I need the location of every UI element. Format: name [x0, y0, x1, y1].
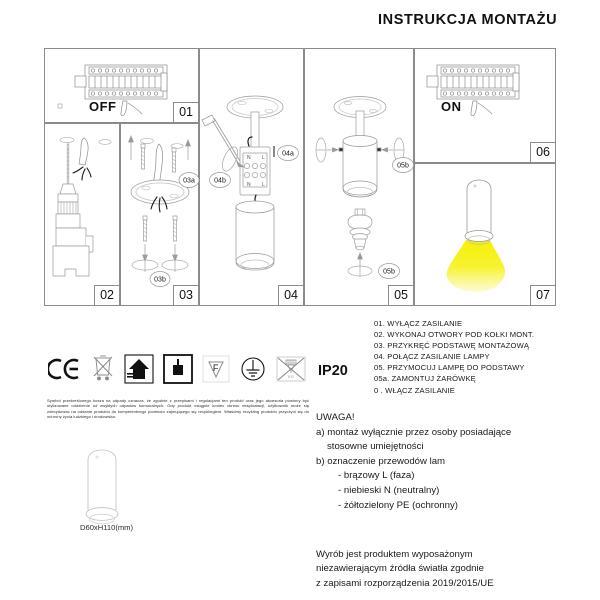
notice-heading: UWAGA! — [316, 412, 355, 423]
notice-line: - brązowy L (faza) — [338, 470, 415, 482]
step-line: 03. PRZYKRĘĆ PODSTAWĘ MONTAŻOWĄ — [374, 341, 530, 351]
terminal-mark-l: L — [262, 155, 265, 161]
weee-crossed-bin-icon — [91, 354, 115, 388]
step-05-illustration — [305, 49, 413, 305]
callout-05b-bottom: 05b — [383, 268, 395, 276]
power-on-label: ON — [441, 99, 462, 114]
page-title: INSTRUKCJA MONTAŻU — [378, 12, 558, 28]
notice-line: - niebieski N (neutralny) — [338, 484, 440, 496]
step-panel-06 — [414, 48, 556, 163]
svg-text:KG: KG — [288, 373, 294, 379]
step-panel-03 — [120, 123, 199, 306]
ip-rating-label: IP20 — [318, 363, 348, 379]
step-number-02: 02 — [94, 285, 120, 307]
compliance-line: Wyrób jest produktem wyposażonym — [316, 549, 473, 560]
step-line: 04. POŁĄCZ ZASILANIE LAMPY — [374, 352, 490, 362]
dimension-label: D60xH110(mm) — [80, 523, 134, 532]
step-line: 05a. ZAMONTUJ ŻARÓWKĘ — [374, 374, 476, 384]
power-off-label: OFF — [89, 99, 117, 114]
step-panel-02 — [44, 123, 120, 306]
weee-disposal-notice — [47, 398, 309, 420]
step-02-illustration — [45, 124, 119, 305]
compliance-statement — [316, 548, 598, 591]
step-number-07: 07 — [530, 285, 556, 307]
callout-04b: 04b — [214, 177, 226, 185]
step-panel-05 — [304, 48, 414, 306]
compliance-line: z zapisami rozporządzenia 2019/2015/UE — [316, 577, 494, 589]
assembly-step-grid — [44, 48, 556, 306]
surface-mount-icon — [163, 354, 193, 389]
step-line: 02. WYKONAJ OTWORY POD KOŁKI MONT. — [374, 330, 535, 340]
compliance-line: niezawierającym źródła światła zgodnie — [316, 563, 484, 575]
step-line: 05. PRZYMOCUJ LAMPĘ DO PODSTAWY — [374, 363, 525, 373]
terminal-mark-n-lower: N — [247, 182, 251, 188]
assembly-steps-list — [374, 318, 594, 396]
light-beam — [447, 239, 505, 292]
safety-notice-block — [316, 411, 598, 513]
notice-line: - żółtozielony PE (ochronny) — [338, 499, 458, 511]
terminal-mark-l-lower: L — [262, 182, 265, 188]
notice-line: stosowne umiejętności — [327, 441, 424, 453]
step-03-illustration — [121, 124, 198, 305]
do-not-cover-icon — [276, 356, 306, 387]
step-number-03: 03 — [173, 285, 199, 307]
ce-mark-icon — [48, 357, 82, 386]
notice-line: b) oznaczenie przewodów lam — [316, 455, 446, 467]
terminal-mark-n: N — [247, 155, 251, 161]
step-line: 0 . WŁĄCZ ZASILANIE — [374, 385, 455, 395]
step-number-01: 01 — [173, 102, 199, 124]
notice-line: a) montaż wyłącznie przez osoby posiadające — [316, 426, 512, 438]
callout-03a: 03a — [183, 177, 195, 185]
step-number-04: 04 — [278, 285, 304, 307]
indoor-use-house-icon — [124, 354, 154, 389]
step-panel-04 — [199, 48, 304, 306]
protective-earth-icon — [239, 355, 267, 388]
certification-symbol-row — [48, 350, 348, 392]
class-f-mounting-icon — [202, 355, 230, 388]
step-04-illustration — [200, 49, 303, 305]
step-panel-07 — [414, 163, 556, 306]
step-number-05: 05 — [388, 285, 414, 307]
step-number-06: 06 — [530, 142, 556, 164]
weee-paragraph: Symbol przekreślonego kosza na odpady oznacza, że zgodnie z przepisami i regulacjami ten produkt oraz jego akcesoria powinny być utylizowane oddzielnie od zwykłych odpadów komunalnych. Gdy produkt osiągnie koniec okresu eksploatacji, użytkownik może się zdecydować na oddanie produktu do kompetentnego podmiotu zajmującego się recyklingiem. Właściwy recykling produktu przyczyni się do ochrony życia ludzkiego i środowiska. — [47, 398, 309, 420]
callout-03b: 03b — [154, 276, 166, 284]
step-panel-01 — [44, 48, 199, 123]
callout-05b-top: 05b — [397, 162, 409, 170]
step-line: 01. WYŁĄCZ ZASILANIE — [374, 319, 463, 328]
class-f-letter: F — [212, 362, 219, 373]
callout-04a: 04a — [282, 150, 294, 158]
